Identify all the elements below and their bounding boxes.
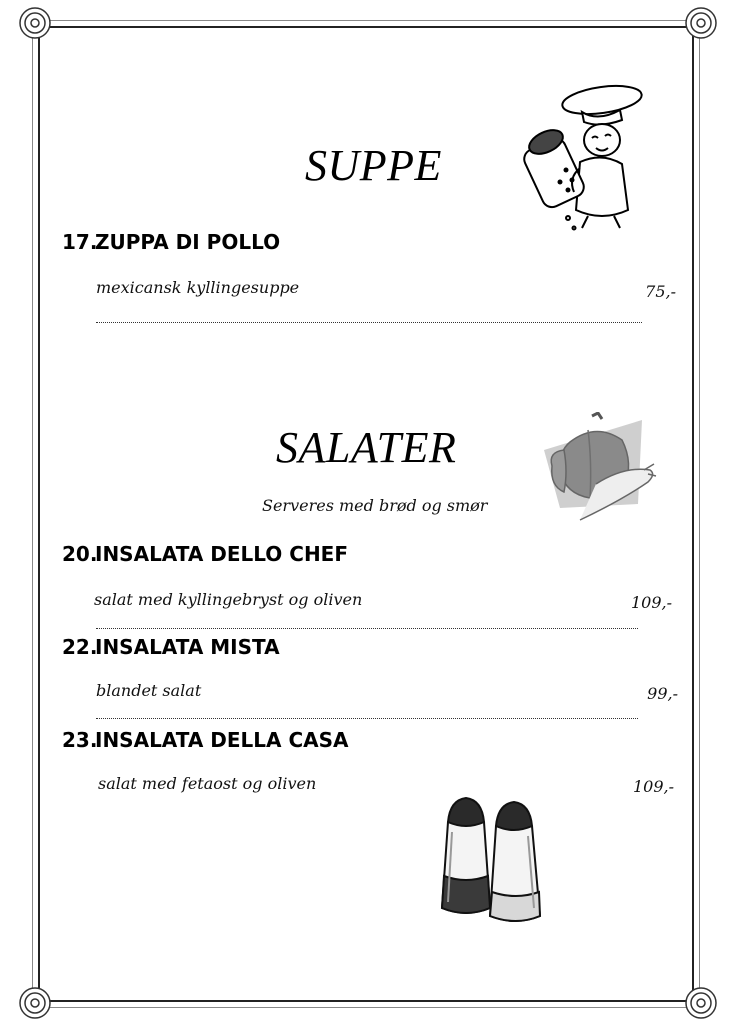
salt-and-pepper-shakers-icon bbox=[436, 792, 548, 928]
corner-ornament-icon bbox=[18, 6, 52, 40]
menu-item-heading bbox=[62, 635, 280, 659]
item-price: 99,- bbox=[647, 684, 678, 703]
item-number: 20. bbox=[62, 542, 98, 566]
corner-ornament-icon bbox=[684, 986, 718, 1020]
item-number: 23. bbox=[62, 728, 98, 752]
dotted-separator bbox=[96, 628, 638, 629]
item-name: ZUPPA DI POLLO bbox=[95, 230, 281, 254]
menu-item-heading bbox=[62, 542, 348, 566]
menu-item-heading bbox=[62, 230, 280, 254]
item-description: blandet salat bbox=[96, 681, 202, 700]
dotted-separator bbox=[96, 322, 642, 323]
item-name: INSALATA MISTA bbox=[95, 635, 280, 659]
item-number: 22. bbox=[62, 635, 98, 659]
menu-item-heading bbox=[62, 728, 349, 752]
section-title-suppe: SUPPE bbox=[305, 141, 442, 190]
corner-ornament-icon bbox=[684, 6, 718, 40]
corner-ornament-icon bbox=[18, 986, 52, 1020]
item-description: salat med fetaost og oliven bbox=[98, 774, 317, 793]
item-price: 109,- bbox=[632, 777, 674, 796]
item-name: INSALATA DELLA CASA bbox=[95, 728, 349, 752]
dotted-separator bbox=[96, 718, 638, 719]
section-title-salater: SALATER bbox=[276, 423, 457, 472]
pepper-and-radish-icon bbox=[540, 412, 660, 524]
item-name: INSALATA DELLO CHEF bbox=[95, 542, 349, 566]
item-description: mexicansk kyllingesuppe bbox=[96, 278, 300, 297]
section-subtitle: Serveres med brød og smør bbox=[262, 496, 488, 515]
item-price: 109,- bbox=[630, 593, 672, 612]
item-description: salat med kyllingebryst og oliven bbox=[94, 590, 363, 609]
item-number: 17. bbox=[62, 230, 98, 254]
chef-holding-salt-shaker-icon bbox=[510, 82, 645, 232]
item-price: 75,- bbox=[645, 282, 676, 301]
